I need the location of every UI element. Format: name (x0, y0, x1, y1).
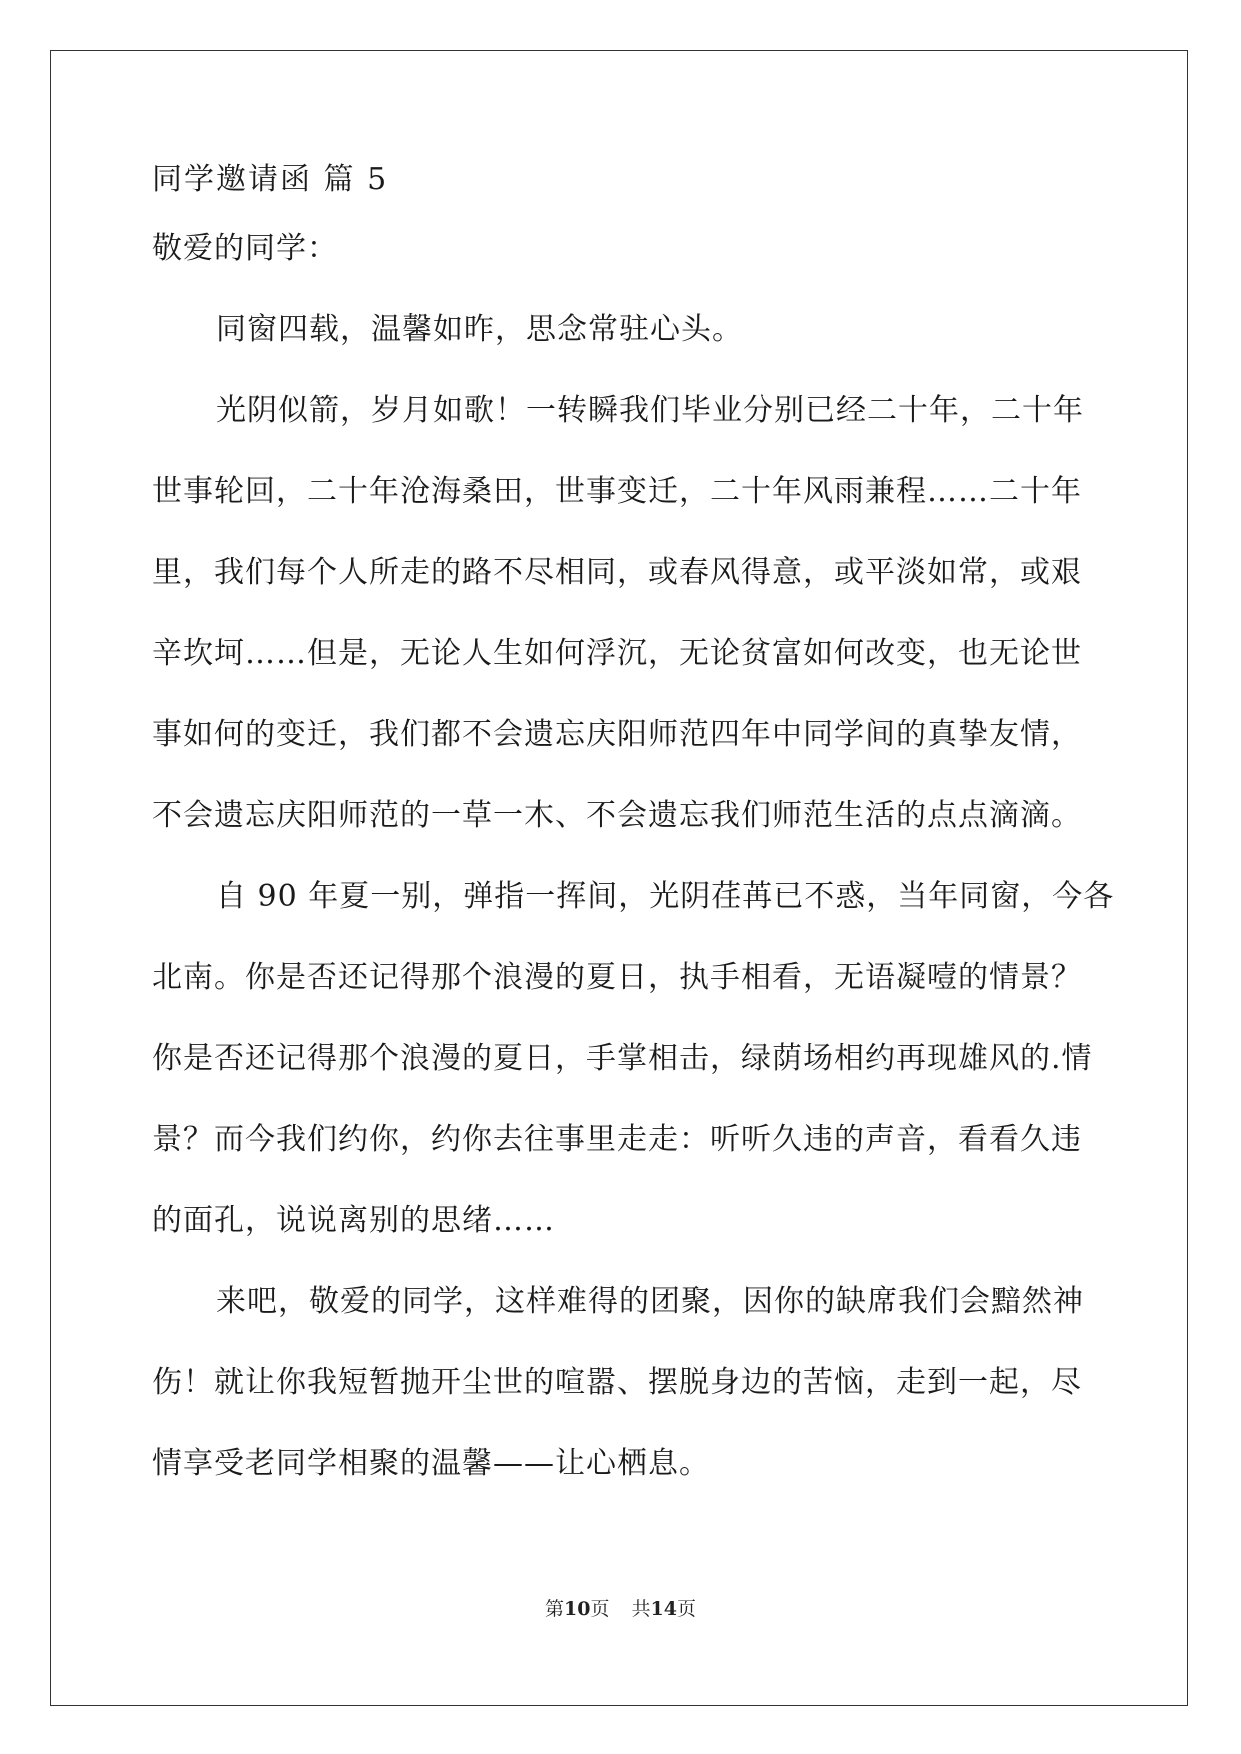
page-current: 10 (564, 1598, 591, 1620)
page-prefix: 第 (545, 1598, 565, 1620)
page-total: 14 (650, 1598, 677, 1620)
page-footer (0, 1597, 1241, 1621)
paragraph-line: 情享受老同学相聚的温馨——让心栖息。 (152, 1446, 710, 1481)
total-prefix: 共 (631, 1598, 651, 1620)
paragraph-line: 北南。你是否还记得那个浪漫的夏日，执手相看，无语凝噎的情景？ (152, 960, 1082, 995)
document-heading: 同学邀请函 篇 5 (152, 162, 389, 197)
paragraph-line: 的面孔，说说离别的思绪…… (152, 1203, 555, 1238)
page-unit: 页 (590, 1598, 610, 1620)
paragraph-line: 同窗四载，温馨如昨，思念常驻心头。 (216, 312, 743, 347)
paragraph (152, 392, 1086, 835)
paragraph-line: 自 90 年夏一别，弹指一挥间，光阴荏苒已不惑，当年同窗，今各 (216, 879, 1115, 914)
total-unit: 页 (676, 1598, 696, 1620)
paragraph (152, 1283, 1086, 1483)
salutation: 敬爱的同学： (152, 231, 338, 266)
paragraph (152, 878, 1115, 1240)
paragraph-line: 世事轮回，二十年沧海桑田，世事变迁，二十年风雨兼程……二十年 (152, 474, 1082, 509)
document-body (152, 161, 1115, 1526)
paragraph-line: 伤！就让你我短暂抛开尘世的喧嚣、摆脱身边的苦恼，走到一起，尽 (152, 1365, 1082, 1400)
paragraph-line: 辛坎坷……但是，无论人生如何浮沉，无论贫富如何改变，也无论世 (152, 636, 1082, 671)
paragraph-line: 光阴似箭，岁月如歌！一转瞬我们毕业分别已经二十年，二十年 (216, 393, 1084, 428)
paragraph (152, 311, 1086, 349)
paragraph-line: 来吧，敬爱的同学，这样难得的团聚，因你的缺席我们会黯然神 (216, 1284, 1084, 1319)
paragraph-line: 你是否还记得那个浪漫的夏日，手掌相击，绿荫场相约再现雄风的.情 (152, 1041, 1093, 1076)
paragraph-line: 事如何的变迁，我们都不会遗忘庆阳师范四年中同学间的真挚友情， (152, 717, 1082, 752)
paragraph-line: 里，我们每个人所走的路不尽相同，或春风得意，或平淡如常，或艰 (152, 555, 1082, 590)
paragraph-line: 景？而今我们约你，约你去往事里走走：听听久违的声音，看看久违 (152, 1122, 1082, 1157)
paragraph-line: 不会遗忘庆阳师范的一草一木、不会遗忘我们师范生活的点点滴滴。 (152, 798, 1082, 833)
